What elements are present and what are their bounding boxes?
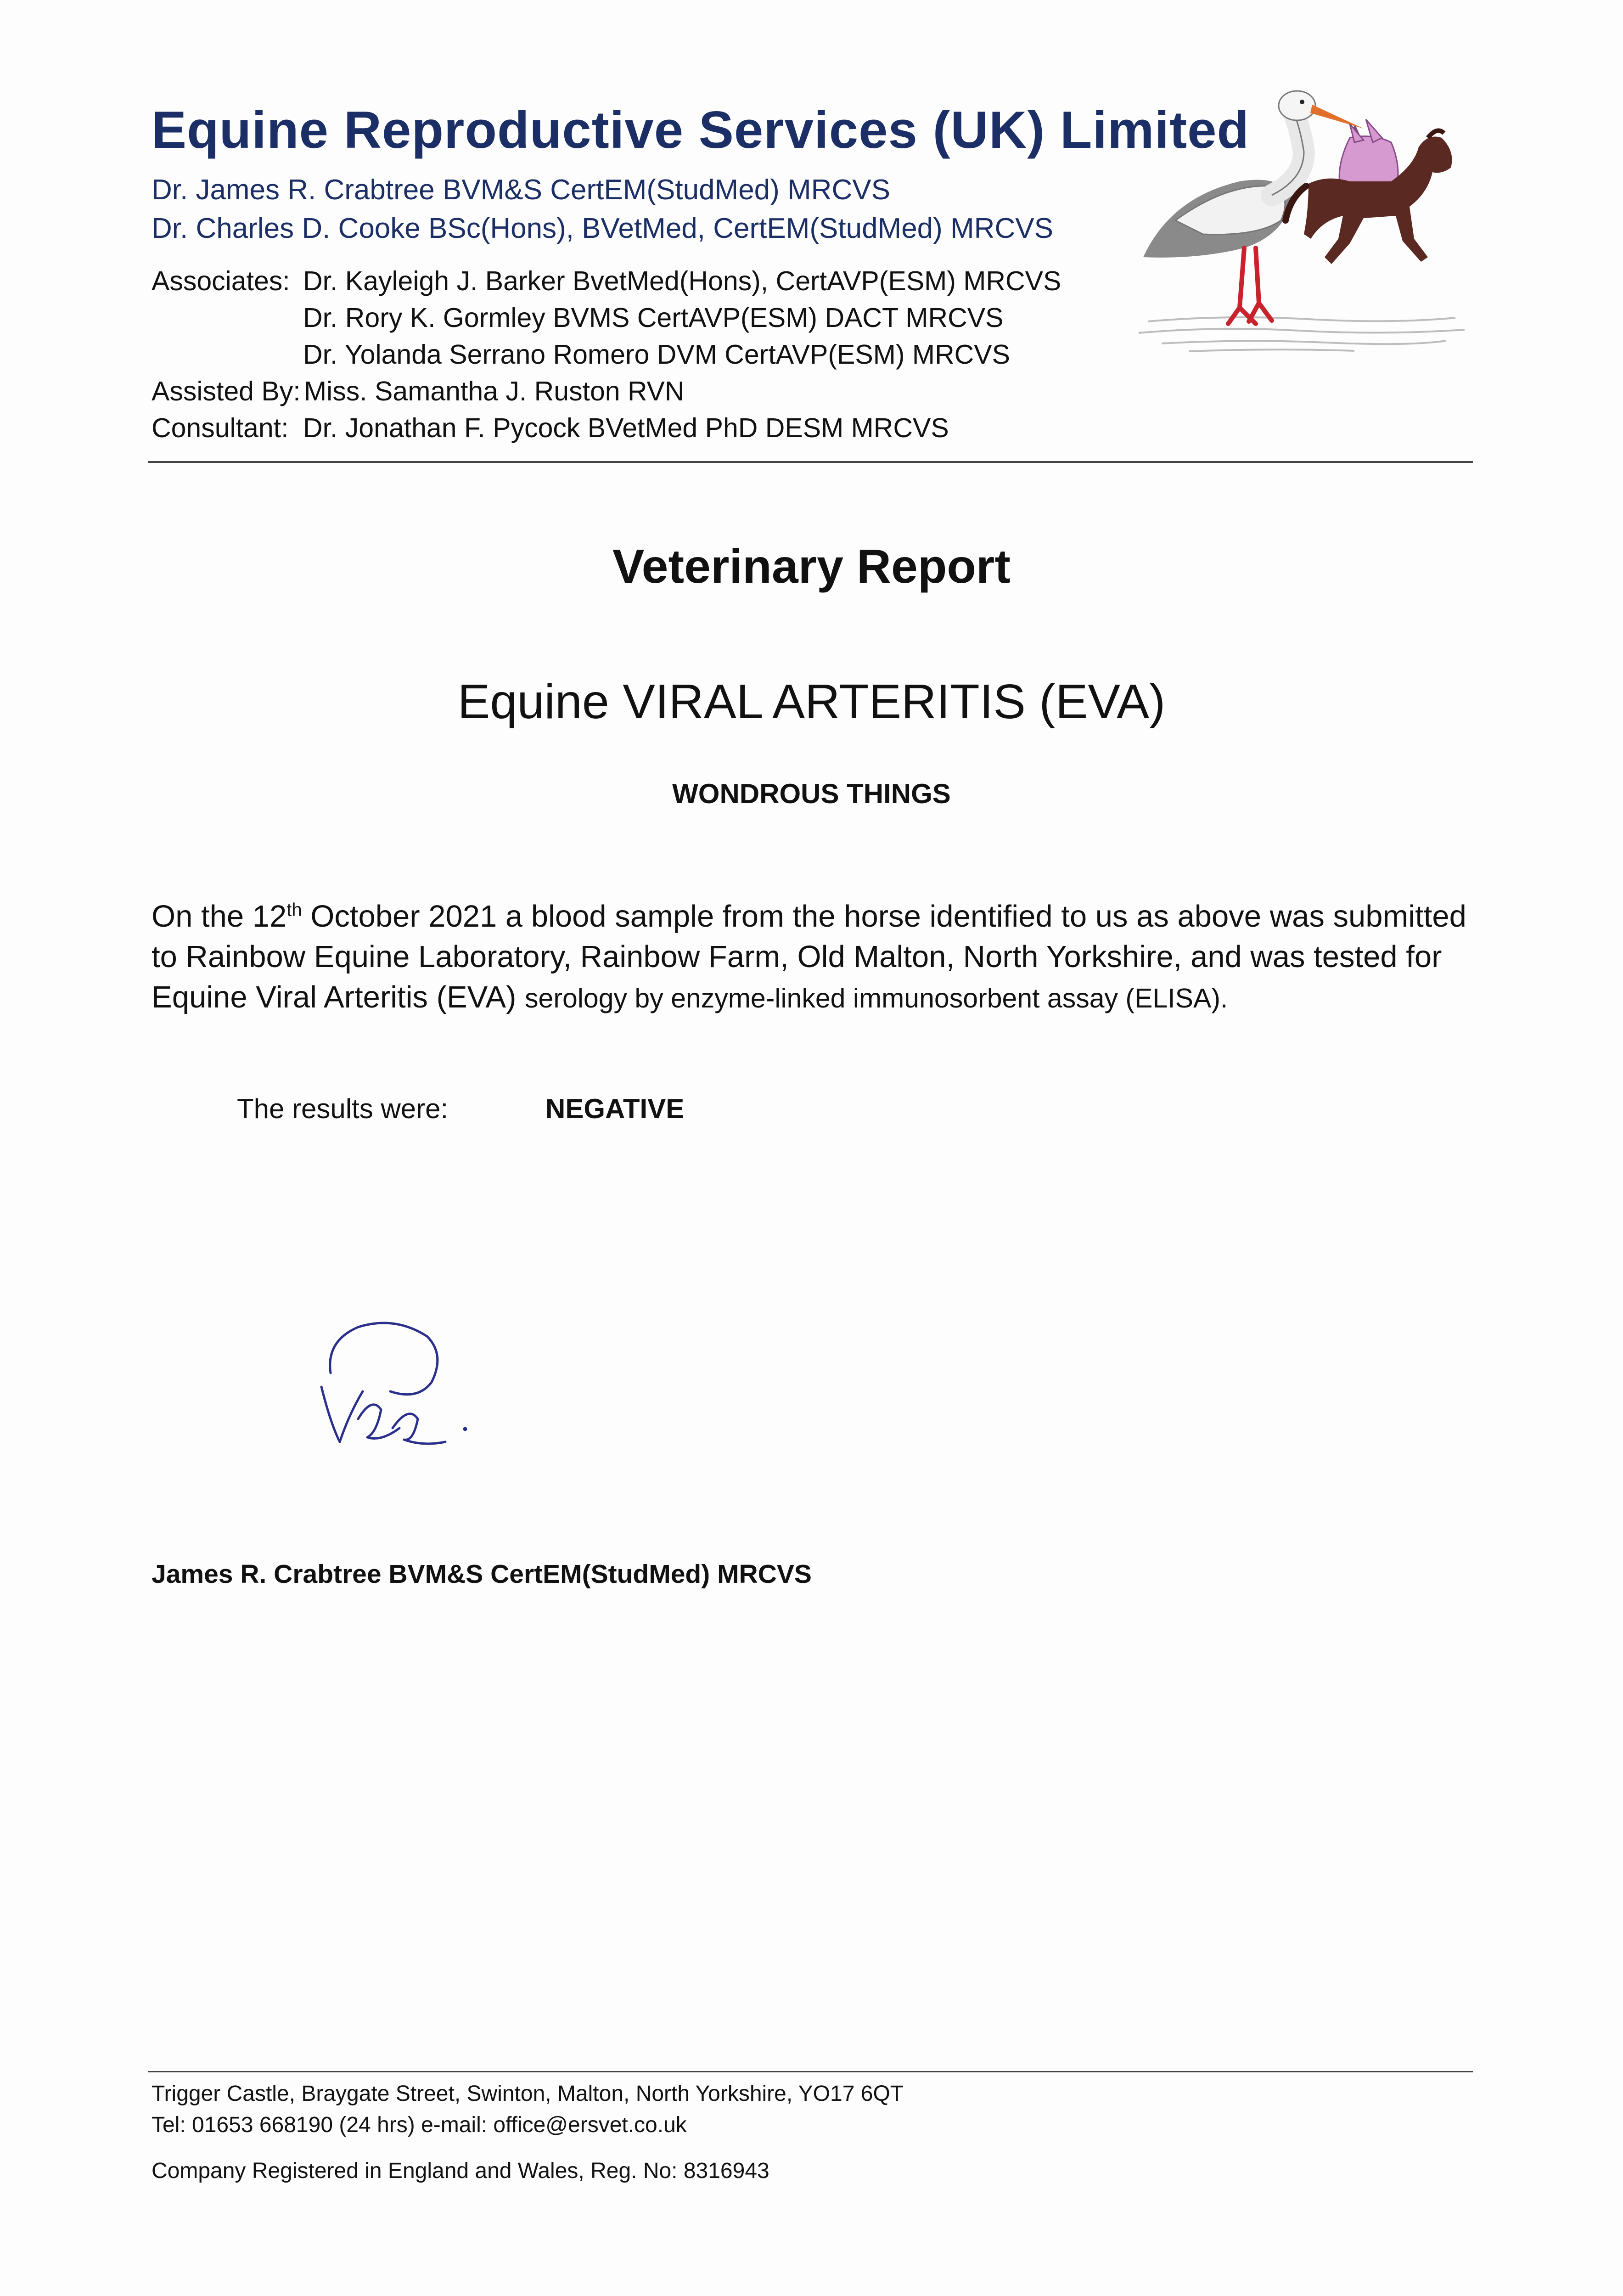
report-subtitle: Equine VIRAL ARTERITIS (EVA) bbox=[457, 675, 1166, 729]
signer-name: James R. Crabtree BVM&S CertEM(StudMed) MRCVS bbox=[152, 1559, 812, 1589]
company-name: Equine Reproductive Services (UK) Limited bbox=[152, 101, 1250, 159]
body-text-middle: October 2021 a blood sample from the horse identified to us as above was submitted to Rainbow Equine Laboratory, Rainbow Farm, Old Malton, North Yorkshire, and was tested for Equine Viral Arteritis (EVA) bbox=[152, 899, 1466, 1014]
assisted-label: Assisted By: bbox=[152, 376, 301, 406]
stork-carrying-foal-logo bbox=[1134, 83, 1483, 358]
footer-address: Trigger Castle, Braygate Street, Swinton, Malton, North Yorkshire, YO17 6QT bbox=[152, 2082, 904, 2106]
ordinal-suffix: th bbox=[286, 900, 302, 920]
associate-2: Dr. Rory K. Gormley BVMS CertAVP(ESM) DACT MRCVS bbox=[303, 303, 1004, 333]
associates-label: Associates: bbox=[152, 266, 290, 296]
header-divider bbox=[148, 461, 1473, 463]
handwritten-signature bbox=[312, 1313, 487, 1460]
consultant-name: Dr. Jonathan F. Pycock BVetMed PhD DESM MRCVS bbox=[303, 413, 949, 443]
partner-2: Dr. Charles D. Cooke BSc(Hons), BVetMed, CertEM(StudMed) MRCVS bbox=[152, 213, 1053, 244]
assisted-name: Miss. Samantha J. Ruston RVN bbox=[304, 376, 685, 406]
report-body bbox=[152, 896, 1474, 1019]
results-value: NEGATIVE bbox=[545, 1093, 685, 1124]
results-label: The results were: bbox=[237, 1093, 449, 1124]
associate-1: Dr. Kayleigh J. Barker BvetMed(Hons), CertAVP(ESM) MRCVS bbox=[303, 266, 1061, 296]
associate-3: Dr. Yolanda Serrano Romero DVM CertAVP(ESM) MRCVS bbox=[303, 339, 1010, 370]
report-title: Veterinary Report bbox=[612, 540, 1011, 593]
partner-1: Dr. James R. Crabtree BVM&S CertEM(StudMed) MRCVS bbox=[152, 174, 890, 206]
footer-registration: Company Registered in England and Wales, Reg. No: 8316943 bbox=[152, 2159, 769, 2183]
body-text-start: On the 12 bbox=[152, 899, 287, 934]
footer-contact: Tel: 01653 668190 (24 hrs) e-mail: office@ersvet.co.uk bbox=[152, 2113, 687, 2137]
footer-divider bbox=[148, 2071, 1473, 2072]
consultant-label: Consultant: bbox=[152, 413, 289, 443]
horse-name: WONDROUS THINGS bbox=[672, 778, 951, 809]
body-text-end: serology by enzyme-linked immunosorbent assay (ELISA). bbox=[525, 983, 1228, 1013]
